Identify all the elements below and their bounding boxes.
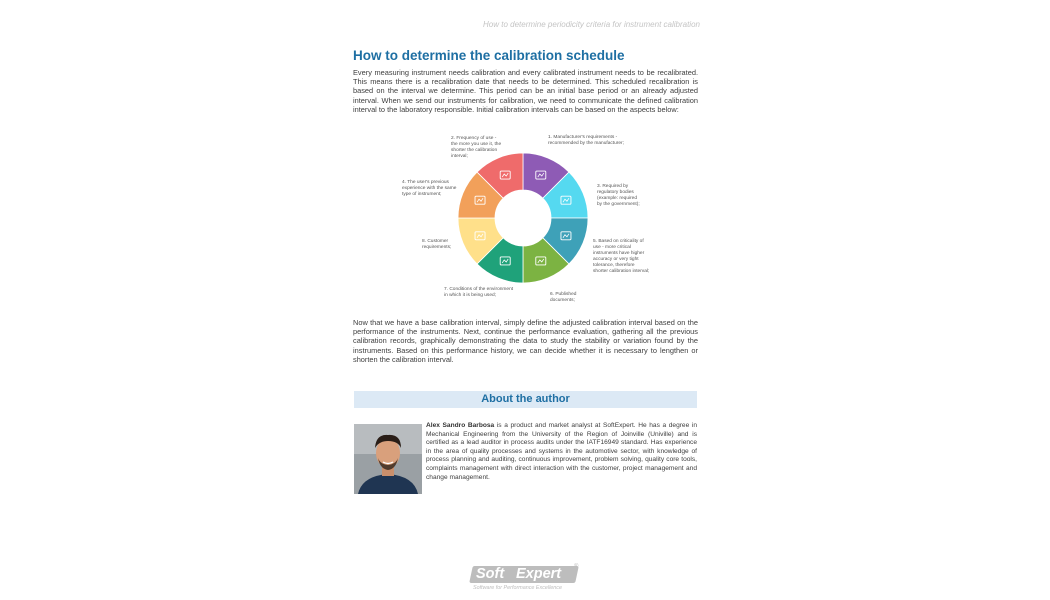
about-author-bar — [354, 391, 697, 408]
author-bio-text: is a product and market analyst at SoftExpert. He has a degree in Mechanical Engineering from the University of the Region of Joinville (Univille) and is certified as a lead auditor in process audits under the IATF16949 standard. Has experience in the area of quality processes and systems in the automotive sector, with knowledge of process planning and auditing, continuous improvement, problem solving, quality core tools, complaints management with direct interaction with the customer, project management and change management. — [426, 422, 697, 481]
author-name: Alex Sandro Barbosa — [426, 422, 495, 429]
softexpert-logo — [471, 564, 581, 594]
calibration-aspects-diagram — [400, 130, 660, 310]
ring-label: 7. Conditions of the environment in which it is being used; — [444, 287, 514, 298]
ring-segments — [458, 153, 588, 283]
ring-label: 5. Based on criticality of use - more critical instruments have higher accuracy or very tight tolerance, therefore shorter calibration interval; — [593, 239, 650, 274]
running-header: How to determine periodicity criteria for instrument calibration — [483, 20, 700, 29]
intro-paragraph: Every measuring instrument needs calibration and every calibrated instrument needs to be recalibrated. This means there is a recalibration date that needs to be determined. This scheduled recalibration is based on the interval we determine. This period can be an initial base period or an already adjusted interval. When we send our instruments for calibration, we need to communicate the defined calibration interval to the laboratory responsible. Initial calibration intervals can be based on the aspects below: — [353, 68, 698, 114]
ring-label: 1. Manufacturer's requirements -recommended by the manufacturer; — [548, 135, 624, 146]
logo-tagline: Software for Performance Excellence — [473, 585, 562, 591]
section-title: How to determine the calibration schedule — [353, 48, 625, 63]
ring-label: 3. Required by regulatory bodies (example: required by the government); — [597, 184, 640, 207]
ring-label: 6. Published documents; — [550, 292, 577, 303]
about-author-heading: About the author — [481, 393, 570, 405]
author-bio — [426, 422, 697, 482]
ring-label: 8. Customer requirements; — [422, 239, 452, 250]
logo-word-expert: Expert — [516, 566, 562, 582]
author-photo — [354, 424, 422, 494]
logo-word-soft: Soft — [476, 566, 505, 582]
outro-paragraph: Now that we have a base calibration interval, simply define the adjusted calibration interval based on the performance of the instruments. Next, continue the performance evaluation, gathering all the previous calibration records, graphically demonstrating the data to study the stability or variation found by the instruments. Based on this performance history, we can decide whether it is necessary to lengthen or shorten the calibration interval. — [353, 318, 698, 364]
ring-label: 2. Frequency of use -the more you use it, the shorter the calibration interval; — [451, 136, 502, 159]
logo-registered-mark: ® — [574, 564, 579, 570]
ring-label: 4. The user's previous experience with the same type of instrument; — [402, 180, 457, 197]
